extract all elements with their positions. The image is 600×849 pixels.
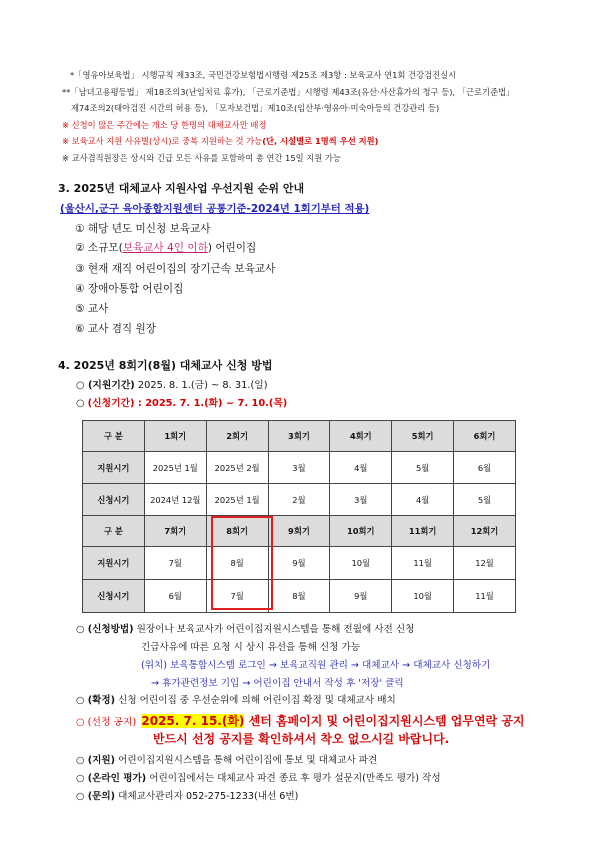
- table-cell: 9월: [268, 547, 330, 580]
- apply-method-label: ○ (신청방법): [76, 624, 134, 635]
- table-row: [83, 484, 516, 516]
- notice-text-1: 센터 홈페이지 및 어린이집지원시스템 업무연락 공지: [244, 714, 525, 728]
- note-2-emphasis: (단, 시설별로 1명씩 우선 지원): [262, 136, 379, 146]
- table-cell: 10월: [392, 580, 454, 613]
- table-cell: 5월: [392, 452, 454, 484]
- note-2-main: ※ 보육교사 지원 사유별(상시)로 중복 지원하는 것 가능: [62, 136, 263, 146]
- confirm-label: ○ (확정): [76, 695, 116, 706]
- apply-method-line-2: 긴급사유에 따른 요청 시 상시 유선을 통해 신청 가능: [141, 642, 361, 653]
- support-line: ○ (지원) 어린이집지원시스템을 통해 어린이집에 통보 및 대체교사 파견: [76, 755, 378, 766]
- table-cell: 12회기: [454, 516, 516, 547]
- priority-item-6: ⑥ 교사 겸직 원장: [75, 323, 157, 335]
- table-cell: 7월: [144, 547, 206, 580]
- section-3-subtitle: (울산시,군구 육아종합지원센터 공통기준-2024년 1회기부터 적용): [60, 203, 370, 215]
- schedule-table: [82, 420, 516, 613]
- notice-date: 2025. 7. 15.(화): [141, 714, 245, 728]
- table-cell: 4월: [330, 452, 392, 484]
- apply-method: ○ (신청방법) 원장이나 보육교사가 어린이집지원시스템을 통해 전월에 사전 신청: [76, 624, 415, 635]
- note-2: [62, 135, 378, 147]
- table-cell: 2024년 12월: [144, 484, 206, 516]
- table-row: [83, 452, 516, 484]
- table-row: [83, 421, 516, 452]
- support-period-value: 2025. 8. 1.(금) ~ 8. 31.(일): [134, 380, 268, 391]
- table-cell: 구 분: [83, 516, 145, 547]
- table-cell: 구 분: [83, 421, 145, 452]
- table-cell: 2월: [268, 484, 330, 516]
- table-cell: 2025년 2월: [206, 452, 268, 484]
- table-cell: 9회기: [268, 516, 330, 547]
- note-1: ※ 신청이 많은 주간에는 개소 당 한명의 대체교사만 배정: [62, 120, 267, 130]
- eval-line: ○ (온라인 평가) 어린이집에서는 대체교사 파견 종료 후 평가 설문지(만족도 평가) 작성: [76, 773, 441, 784]
- table-cell: 11월: [392, 547, 454, 580]
- table-cell: 5월: [454, 484, 516, 516]
- footnote-2: **「남녀고용평등법」 제18조의3(난임치료 휴가), 「근로기준법」시행령 제43조(유산·사산휴가의 청구 등), 「근로기준법」: [62, 87, 515, 97]
- apply-period-value: (신청기간) : 2025. 7. 1.(화) ~ 7. 10.(목): [87, 398, 288, 409]
- table-cell: 11회기: [392, 516, 454, 547]
- support-label: ○ (지원): [76, 755, 116, 766]
- section-4-title: 4. 2025년 8회기(8월) 대체교사 신청 방법: [58, 359, 273, 372]
- table-cell: 12월: [454, 547, 516, 580]
- session-8-highlight-box: [211, 516, 273, 610]
- table-cell: 7회기: [144, 516, 206, 547]
- apply-period: ○ (신청기간) : 2025. 7. 1.(화) ~ 7. 10.(목): [76, 398, 288, 409]
- section-3-title: 3. 2025년 대체교사 지원사업 우선지원 순위 안내: [58, 182, 305, 195]
- eval-label: ○ (온라인 평가): [76, 773, 147, 784]
- table-cell: 지원시기: [83, 547, 145, 580]
- table-row: [83, 547, 516, 580]
- priority-item-1: ① 해당 년도 미신청 보육교사: [75, 223, 211, 235]
- table-row: [83, 516, 516, 547]
- table-cell: 지원시기: [83, 452, 145, 484]
- table-cell: 3회기: [268, 421, 330, 452]
- table-cell: 6월: [454, 452, 516, 484]
- table-cell: 2025년 1월: [144, 452, 206, 484]
- priority-item-2-highlight: 보육교사 4인 이하: [122, 242, 208, 254]
- support-period-label: ○ (지원기간): [76, 380, 135, 391]
- confirm-line: ○ (확정) 신청 어린이집 중 우선순위에 의해 어린이집 확정 및 대체교사 배치: [76, 695, 396, 706]
- table-row: [83, 580, 516, 613]
- table-cell: 10회기: [330, 516, 392, 547]
- priority-item-2: ② 소규모(보육교사 4인 이하) 어린이집: [75, 242, 257, 254]
- table-cell: 11월: [454, 580, 516, 613]
- table-cell: 7월: [206, 580, 268, 613]
- priority-item-4: ④ 장애아통합 어린이집: [75, 283, 184, 295]
- table-cell: 9월: [330, 580, 392, 613]
- apply-method-location: (위치) 보육통합시스템 로그인 → 보육교직원 관리 → 대체교사 → 대체교사 신청하기: [141, 660, 491, 671]
- support-period: [76, 377, 268, 391]
- note-3: ※ 교사겸직원장은 상시와 긴급 모든 사유를 포함하여 총 연간 15일 지원 가능: [62, 153, 341, 163]
- table-cell: 4월: [392, 484, 454, 516]
- table-cell: 10월: [330, 547, 392, 580]
- table-cell: 4회기: [330, 421, 392, 452]
- table-cell: 3월: [330, 484, 392, 516]
- table-cell: 신청시기: [83, 580, 145, 613]
- notice-label: ○ (선정 공지): [76, 717, 137, 728]
- contact-label: ○ (문의): [76, 791, 116, 802]
- footnote-1: *「영유아보육법」 시행규칙 제33조, 국민건강보험법시행령 제25조 제3항 : 보육교사 연1회 건강검진실시: [70, 70, 457, 80]
- table-cell: 8월: [268, 580, 330, 613]
- priority-item-3: ③ 현재 재직 어린이집의 장기근속 보육교사: [75, 263, 276, 275]
- contact-line: ○ (문의) 대체교사관리자 052-275-1233(내선 6번): [76, 791, 299, 802]
- table-cell: 6회기: [454, 421, 516, 452]
- table-cell: 신청시기: [83, 484, 145, 516]
- table-cell: 2025년 1월: [206, 484, 268, 516]
- table-cell: 8월: [206, 547, 268, 580]
- table-cell: 3월: [268, 452, 330, 484]
- table-cell: 8회기: [206, 516, 268, 547]
- table-cell: 2회기: [206, 421, 268, 452]
- apply-method-location-2: → 휴가관련정보 기입 → 어린이집 안내서 작성 후 '저장' 클릭: [151, 678, 404, 689]
- footnote-3: 제74조의2(태아검진 시간의 허용 등), 「모자보건법」제10조(임산부·영유아·미숙아등의 건강관리 등): [71, 103, 440, 113]
- table-cell: 1회기: [144, 421, 206, 452]
- priority-item-5: ⑤ 교사: [75, 303, 109, 315]
- table-cell: 5회기: [392, 421, 454, 452]
- notice-text-2: 반드시 선정 공지를 확인하셔서 착오 없으시길 바랍니다.: [153, 732, 450, 746]
- notice-line: [76, 710, 525, 729]
- table-cell: 6월: [144, 580, 206, 613]
